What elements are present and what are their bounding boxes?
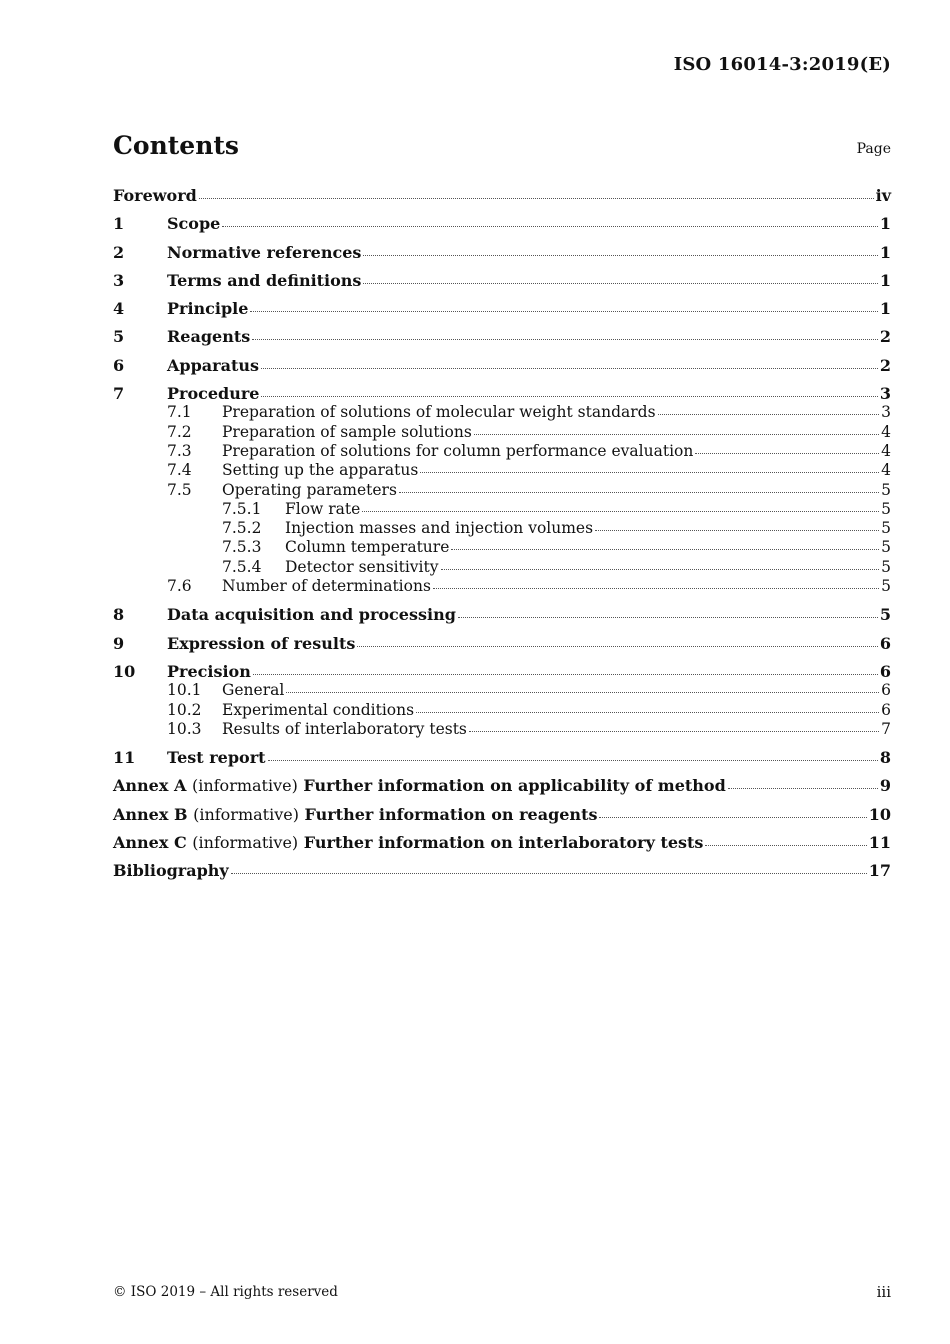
toc-entry-page: 6 (879, 633, 891, 653)
toc-entry[interactable] (113, 423, 891, 442)
toc-entry[interactable] (113, 833, 891, 852)
toc-entry[interactable] (113, 634, 891, 653)
toc-entry-title: Normative references (167, 242, 362, 262)
toc-entry-number: 10.2 (167, 700, 202, 719)
toc-entry-title: Foreword (113, 186, 197, 205)
dot-leader (420, 471, 879, 473)
dot-leader (286, 691, 879, 693)
annex-label: Annex A (113, 776, 187, 796)
toc-entry-page: 5 (879, 605, 891, 625)
page-number: iii (876, 1283, 891, 1301)
dot-leader (451, 548, 879, 550)
toc-entry-page: 1 (879, 270, 891, 290)
dot-leader (728, 787, 878, 789)
toc-entry[interactable] (113, 500, 891, 519)
toc-entry-title: Terms and definitions (167, 270, 362, 290)
toc-entry-number: 7.2 (167, 422, 192, 441)
toc-entry[interactable] (113, 748, 891, 767)
toc-entry-title: Procedure (167, 384, 260, 404)
toc-entry-page: 1 (879, 214, 891, 234)
toc-entry[interactable] (113, 681, 891, 700)
toc-entry-page: 7 (881, 719, 891, 738)
dot-leader (252, 338, 878, 340)
toc-entry-title: Preparation of sample solutions (222, 422, 472, 441)
toc-entry-number: 4 (113, 299, 125, 319)
annex-note: (informative) (193, 804, 299, 824)
toc-entry[interactable] (113, 481, 891, 500)
dot-leader (399, 491, 879, 493)
toc-entry-title: Experimental conditions (222, 700, 415, 719)
toc-entry[interactable] (113, 403, 891, 422)
dot-leader (416, 711, 879, 713)
document-id: ISO 16014-3:2019(E) (673, 54, 891, 75)
dot-leader (441, 568, 880, 570)
toc-entry[interactable] (113, 356, 891, 375)
toc-entry-title: General (222, 681, 285, 700)
toc-entry-number: 7.5.4 (222, 557, 262, 576)
toc-entry-page: 8 (879, 748, 891, 768)
toc-entry-number: 8 (113, 605, 125, 625)
toc-entry-number: 10.3 (167, 719, 202, 738)
toc-entry[interactable] (113, 186, 891, 205)
toc-entry-title: Principle (167, 299, 249, 319)
toc-entry-title: Flow rate (285, 499, 361, 518)
toc-entry[interactable] (113, 538, 891, 557)
toc-entry-title (113, 776, 726, 795)
toc-entry[interactable] (113, 605, 891, 624)
toc-entry-number: 10 (113, 661, 136, 681)
toc-entry[interactable] (113, 577, 891, 596)
toc-entry-page: 1 (879, 299, 891, 319)
toc-entry-page: 1 (879, 242, 891, 262)
toc-entry-page: 3 (879, 384, 891, 404)
toc-entry-number: 7 (113, 384, 125, 404)
dot-leader (362, 510, 879, 512)
toc-entry[interactable] (113, 299, 891, 318)
toc-entry-number: 7.6 (167, 577, 192, 596)
toc-entry-page: 11 (868, 833, 891, 853)
toc-entry[interactable] (113, 805, 891, 824)
toc-entry-page: 5 (881, 499, 891, 518)
toc-entry-number: 2 (113, 242, 125, 262)
dot-leader (433, 587, 879, 589)
toc-entry[interactable] (113, 442, 891, 461)
copyright-notice: © ISO 2019 – All rights reserved (113, 1284, 338, 1300)
toc-entry-page: 5 (881, 519, 891, 538)
toc-entry-page: 2 (879, 327, 891, 347)
toc-entry-page: 6 (881, 681, 891, 700)
toc-entry-title (113, 833, 703, 852)
page-column-label: Page (856, 141, 891, 157)
dot-leader (595, 529, 879, 531)
toc-entry-title: Results of interlaboratory tests (222, 719, 467, 738)
annex-label: Annex C (113, 833, 187, 853)
dot-leader (222, 225, 878, 227)
dot-leader (458, 616, 878, 618)
toc-entry[interactable] (113, 214, 891, 233)
toc-entry-title: Detector sensitivity (285, 557, 439, 576)
toc-entry-number: 7.4 (167, 461, 192, 480)
annex-label: Annex B (113, 804, 188, 824)
toc-entry[interactable] (113, 861, 891, 880)
annex-title: Further information on applicability of method (303, 776, 726, 796)
dot-leader (658, 413, 880, 415)
dot-leader (599, 816, 866, 818)
toc-entry-page: iv (875, 186, 891, 205)
toc-entry-page: 4 (881, 422, 891, 441)
toc-entry[interactable] (113, 384, 891, 403)
toc-entry-page: 5 (881, 480, 891, 499)
toc-entry-number: 7.5.2 (222, 519, 262, 538)
toc-entry-title (113, 805, 597, 824)
toc-entry-number: 11 (113, 748, 136, 768)
toc-entry-title: Precision (167, 661, 251, 681)
annex-note: (informative) (191, 776, 298, 796)
table-of-contents (113, 186, 891, 881)
toc-entry-title: Scope (167, 214, 221, 234)
toc-entry-title: Setting up the apparatus (222, 461, 419, 480)
toc-entry-title: Column temperature (285, 538, 450, 557)
toc-entry[interactable] (113, 720, 891, 739)
annex-title: Further information on reagents (304, 804, 598, 824)
dot-leader (268, 759, 878, 761)
annex-title: Further information on interlaboratory tests (303, 833, 704, 853)
dot-leader (231, 872, 867, 874)
toc-entry[interactable] (113, 662, 891, 681)
toc-entry-page: 10 (868, 804, 891, 824)
toc-entry[interactable] (113, 243, 891, 262)
toc-entry-page: 3 (881, 403, 891, 422)
toc-entry-title: Injection masses and injection volumes (285, 519, 594, 538)
toc-entry-number: 7.5.3 (222, 538, 262, 557)
toc-entry-page: 9 (879, 776, 891, 796)
toc-entry-number: 7.1 (167, 403, 192, 422)
dot-leader (695, 452, 879, 454)
toc-entry-number: 7.5.1 (222, 499, 262, 518)
toc-entry-number: 6 (113, 355, 125, 375)
toc-entry[interactable] (113, 701, 891, 720)
toc-entry-page: 17 (868, 861, 891, 881)
toc-entry-title: Bibliography (113, 861, 229, 881)
toc-entry-title: Preparation of solutions for column performance evaluation (222, 441, 694, 460)
toc-entry-number: 7.3 (167, 441, 192, 460)
toc-entry[interactable] (113, 558, 891, 577)
toc-entry[interactable] (113, 461, 891, 480)
toc-entry[interactable] (113, 327, 891, 346)
annex-note: (informative) (192, 833, 299, 853)
toc-entry-title: Reagents (167, 327, 251, 347)
dot-leader (357, 645, 878, 647)
toc-entry-number: 1 (113, 214, 125, 234)
toc-entry-title: Expression of results (167, 633, 356, 653)
dot-leader (250, 310, 877, 312)
toc-entry-page: 5 (881, 538, 891, 557)
toc-entry-title: Apparatus (167, 355, 259, 375)
toc-entry-title: Number of determinations (222, 577, 431, 596)
toc-entry-number: 3 (113, 270, 125, 290)
toc-entry[interactable] (113, 519, 891, 538)
dot-leader (469, 730, 879, 732)
toc-entry[interactable] (113, 271, 891, 290)
dot-leader (705, 844, 866, 846)
toc-entry-number: 10.1 (167, 681, 202, 700)
toc-entry-number: 9 (113, 633, 125, 653)
dot-leader (199, 197, 874, 199)
toc-entry-title: Preparation of solutions of molecular weight standards (222, 403, 656, 422)
toc-entry-page: 4 (881, 441, 891, 460)
dot-leader (261, 367, 878, 369)
toc-entry-title: Test report (167, 748, 266, 768)
toc-entry-number: 5 (113, 327, 125, 347)
toc-entry-page: 5 (881, 557, 891, 576)
dot-leader (261, 395, 877, 397)
toc-entry-page: 6 (881, 700, 891, 719)
toc-entry-number: 7.5 (167, 480, 192, 499)
toc-entry-page: 2 (879, 355, 891, 375)
dot-leader (363, 282, 877, 284)
toc-entry-page: 4 (881, 461, 891, 480)
toc-entry-page: 5 (881, 577, 891, 596)
toc-entry-title: Data acquisition and processing (167, 605, 456, 625)
toc-entry-page: 6 (879, 661, 891, 681)
dot-leader (253, 673, 878, 675)
contents-heading: Contents (113, 131, 240, 160)
dot-leader (363, 254, 877, 256)
toc-entry[interactable] (113, 776, 891, 795)
toc-entry-title: Operating parameters (222, 480, 397, 499)
dot-leader (474, 433, 879, 435)
